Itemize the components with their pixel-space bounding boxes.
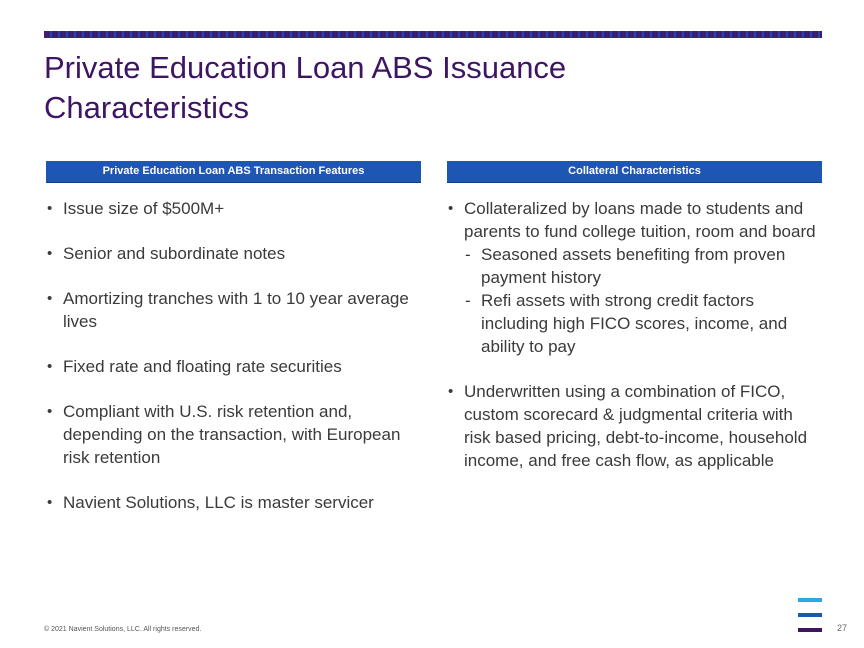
sub-list-item bbox=[465, 243, 822, 289]
list-item-text: Senior and subordinate notes bbox=[63, 244, 286, 263]
list-item bbox=[46, 355, 421, 378]
list-item bbox=[447, 197, 822, 358]
bullet-icon: • bbox=[448, 383, 454, 400]
list-item-text: Underwritten using a combination of FICO, custom scorecard & judgmental criteria with risk based pricing, debt-to-income, household income, and free cash flow, as applicable bbox=[464, 382, 808, 470]
list-item bbox=[46, 197, 421, 220]
bullet-icon: • bbox=[47, 290, 53, 307]
sub-list-item-text: Seasoned assets benefiting from proven payment history bbox=[481, 245, 786, 287]
list-item bbox=[46, 400, 421, 469]
bullet-icon: • bbox=[47, 200, 53, 217]
collateral-characteristics-header: Collateral Characteristics bbox=[447, 161, 822, 183]
bullet-icon: • bbox=[47, 245, 53, 262]
transaction-features-header: Private Education Loan ABS Transaction Features bbox=[46, 161, 421, 183]
bullet-icon: • bbox=[47, 403, 53, 420]
transaction-features-panel bbox=[46, 161, 421, 536]
list-item-text: Navient Solutions, LLC is master servicer bbox=[63, 493, 374, 512]
bullet-icon: • bbox=[448, 200, 454, 217]
bullet-icon: • bbox=[47, 358, 53, 375]
list-item bbox=[46, 242, 421, 265]
list-item bbox=[46, 287, 421, 333]
list-item bbox=[46, 491, 421, 514]
list-item-text: Amortizing tranches with 1 to 10 year average lives bbox=[63, 289, 409, 331]
logo-bar-top bbox=[798, 598, 822, 602]
logo-bar-bottom bbox=[798, 628, 822, 632]
list-item-text: Compliant with U.S. risk retention and, depending on the transaction, with European risk retention bbox=[63, 402, 401, 467]
navient-logo-icon bbox=[798, 598, 822, 634]
sub-list bbox=[464, 243, 822, 358]
logo-bar-middle bbox=[798, 613, 822, 617]
collateral-characteristics-panel bbox=[447, 161, 822, 494]
top-decorative-bar bbox=[44, 31, 822, 38]
slide-title: Private Education Loan ABS Issuance Characteristics bbox=[44, 50, 567, 125]
list-item-text: Issue size of $500M+ bbox=[63, 199, 225, 218]
sub-list-item-text: Refi assets with strong credit factors including high FICO scores, income, and ability to pay bbox=[481, 291, 788, 356]
sub-list-item bbox=[465, 289, 822, 358]
dash-icon: - bbox=[465, 291, 471, 310]
bullet-icon: • bbox=[47, 494, 53, 511]
collateral-characteristics-list bbox=[447, 197, 822, 472]
copyright-footer: © 2021 Navient Solutions, LLC. All rights reserved. bbox=[44, 626, 202, 633]
list-item-text: Fixed rate and floating rate securities bbox=[63, 357, 342, 376]
list-item bbox=[447, 380, 822, 472]
transaction-features-list bbox=[46, 197, 421, 514]
dash-icon: - bbox=[465, 245, 471, 264]
page-number: 27 bbox=[837, 623, 848, 633]
list-item-text: Collateralized by loans made to students and parents to fund college tuition, room and board bbox=[464, 199, 816, 241]
